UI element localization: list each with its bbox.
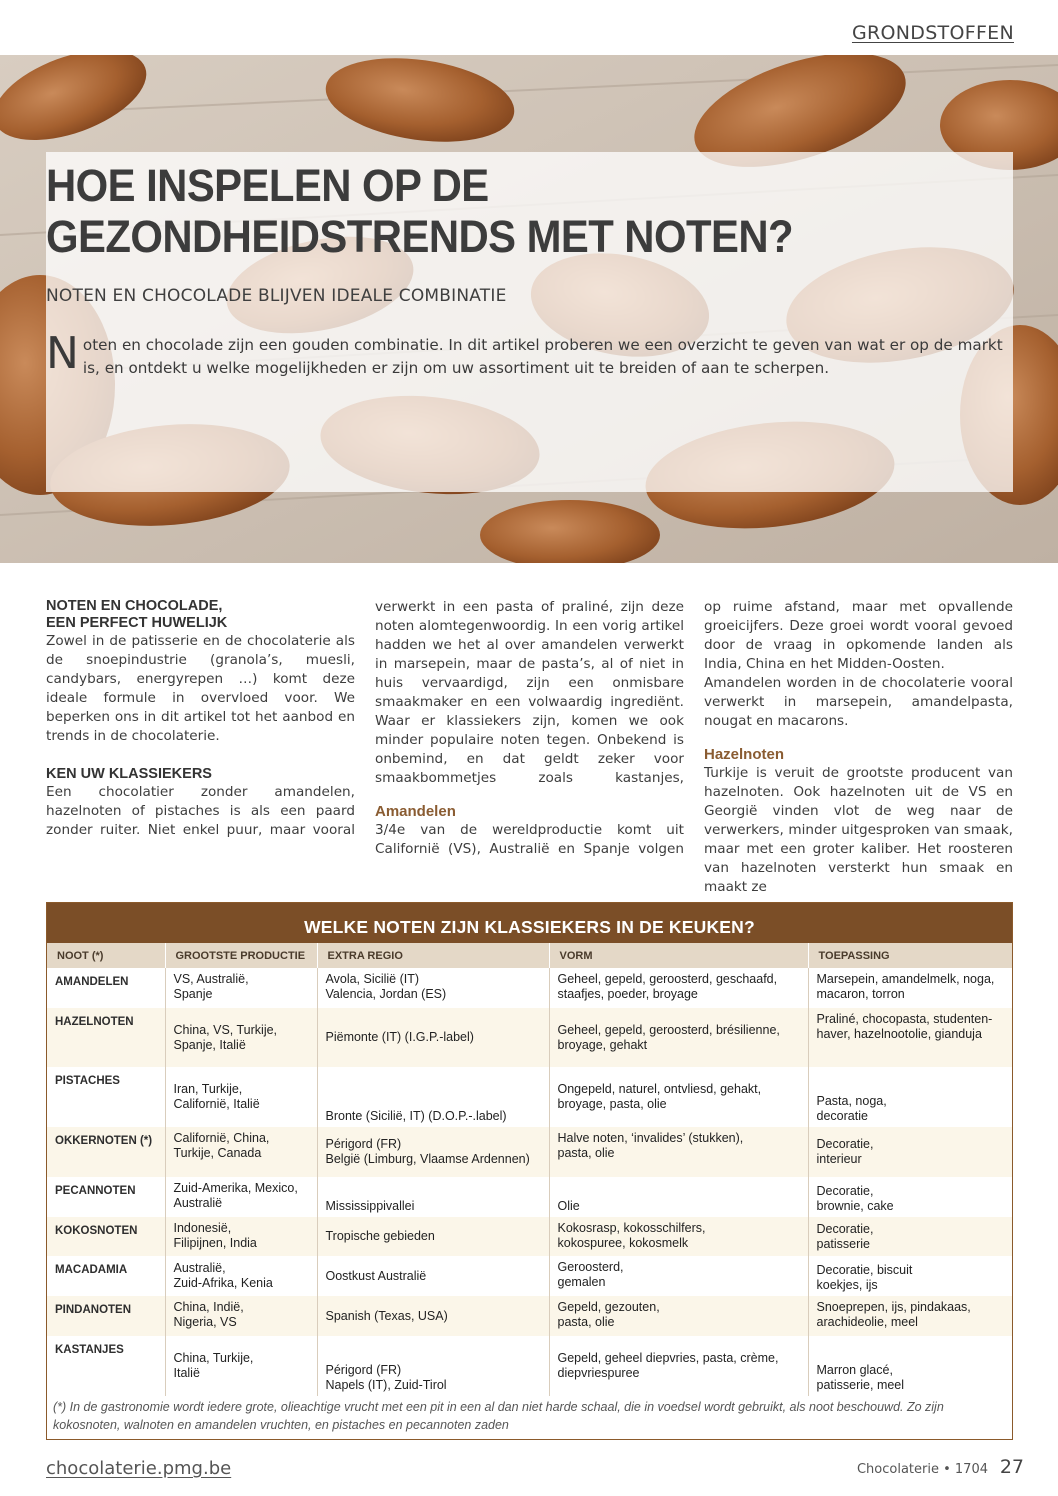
cell-noot: MACADAMIA xyxy=(47,1256,165,1296)
cell-productie: Zuid-Amerika, Mexico, Australië xyxy=(165,1177,317,1217)
table-title: WELKE NOTEN ZIJN KLASSIEKERS IN DE KEUKEN? xyxy=(47,903,1012,943)
table-row xyxy=(47,1127,1013,1177)
table-row xyxy=(47,1067,1013,1127)
cell-productie: Australië, Zuid-Afrika, Kenia xyxy=(165,1256,317,1296)
cell-toepassing: Decoratie, patisserie xyxy=(808,1217,1013,1256)
cell-vorm: Kokosrasp, kokosschilfers, kokospuree, kokosmelk xyxy=(549,1217,808,1256)
cell-regio: Bronte (Sicilië, IT) (D.O.P.-.label) xyxy=(317,1067,549,1127)
paragraph-amandelen-continued xyxy=(704,598,1013,674)
table-row xyxy=(47,1177,1013,1217)
paragraph-klassiekers-part1 xyxy=(46,783,355,841)
paragraph-amandelen-text: 3/4e van de wereldproductie komt uit Californië (VS), Australië en Spanje volgen xyxy=(375,822,684,857)
cell-vorm: Ongepeld, naturel, ontvliesd, gehakt, broyage, pasta, olie xyxy=(549,1067,808,1127)
nuts-table-box xyxy=(46,902,1013,1440)
cell-toepassing: Decoratie, biscuit koekjes, ijs xyxy=(808,1256,1013,1296)
table-row xyxy=(47,1256,1013,1296)
intro-paragraph xyxy=(46,328,1008,380)
table-row xyxy=(47,1296,1013,1336)
article-column-1 xyxy=(46,598,355,841)
paragraph-klassiekers-continued xyxy=(375,598,684,788)
page-number: 27 xyxy=(999,1456,1024,1478)
paragraph-amandelen-part1 xyxy=(375,821,684,859)
paragraph-amandelen-flow-text: op ruime afstand, maar met opvallende groeicijfers. Deze groei wordt vooral gevoed door de vraag in opkomende landen als India, China en het Midden-Oosten. xyxy=(704,599,1013,672)
cell-noot: PISTACHES xyxy=(47,1067,165,1127)
cell-regio: Piëmonte (IT) (I.G.P.-label) xyxy=(317,1008,549,1067)
paragraph-amandelen-flow xyxy=(704,598,1013,674)
table-header-row xyxy=(47,943,1013,968)
cell-productie: Californië, China, Turkije, Canada xyxy=(165,1127,317,1177)
cell-noot: PINDANOTEN xyxy=(47,1296,165,1336)
paragraph-hazelnoten: Turkije is veruit de grootste producent van hazelnoten. Ook hazelnoten uit de VS en Georgië vinden vlot de weg naar de verwerkers, minder uitgesproken van smaak, maar met een groter kaliber. Het roosteren van hazelnoten versterkt hun smaak en maakt ze xyxy=(704,765,1013,895)
drop-cap: N xyxy=(46,328,79,379)
heading-hazelnoten: Hazelnoten xyxy=(704,746,785,763)
cell-regio: Tropische gebieden xyxy=(317,1217,549,1256)
title-line-2: GEZONDHEIDSTRENDS MET NOTEN? xyxy=(46,211,794,262)
table-row xyxy=(47,1008,1013,1067)
cell-regio: Avola, Sicilië (IT) Valencia, Jordan (ES) xyxy=(317,968,549,1008)
cell-productie: China, Indië, Nigeria, VS xyxy=(165,1296,317,1336)
cell-regio: Mississippivallei xyxy=(317,1177,549,1217)
cell-productie: Iran, Turkije, Californië, Italië xyxy=(165,1067,317,1127)
cell-toepassing: Snoeprepen, ijs, pindakaas, arachideolie, meel xyxy=(808,1296,1013,1336)
table-row xyxy=(47,1217,1013,1256)
col-header-regio: EXTRA REGIO xyxy=(317,943,549,968)
cell-noot: OKKERNOTEN (*) xyxy=(47,1127,165,1177)
footer-url-link[interactable]: chocolaterie.pmg.be xyxy=(46,1458,232,1479)
cell-noot: KASTANJES xyxy=(47,1336,165,1396)
cell-noot: PECANNOTEN xyxy=(47,1177,165,1217)
page-subtitle: NOTEN EN CHOCOLADE BLIJVEN IDEALE COMBINATIE xyxy=(46,286,507,306)
heading-huwelijk xyxy=(46,598,355,632)
paragraph-huwelijk: Zowel in de patisserie en de chocolaterie als de snoepindustrie (granola’s, muesli, candybars, energyrepen …) komt deze ideale formule in overvloed voor. We beperken ons in dit artikel tot het aanbod en trends in de chocolaterie. xyxy=(46,633,355,744)
cell-toepassing: Marron glacé, patisserie, meel xyxy=(808,1336,1013,1396)
cell-toepassing: Praliné, chocopasta, studenten- haver, hazelnootolie, gianduja xyxy=(808,1008,1013,1067)
cell-regio: Périgord (FR) Napels (IT), Zuid-Tirol xyxy=(317,1336,549,1396)
hero-image xyxy=(0,55,1058,563)
cell-vorm: Halve noten, ‘invalides’ (stukken), pasta, olie xyxy=(549,1127,808,1177)
col-header-noot: NOOT (*) xyxy=(47,943,165,968)
cell-toepassing: Decoratie, interieur xyxy=(808,1127,1013,1177)
paragraph-klassiekers-text: Een chocolatier zonder amandelen, hazelnoten of pistaches is als een paard zonder ruiter. Niet enkel puur, maar vooral xyxy=(46,784,355,838)
intro-text: oten en chocolade zijn een gouden combinatie. In dit artikel proberen we een overzicht te geven van wat er op de markt is, en ontdekt u welke mogelijkheden er zijn om uw assortiment uit te breiden of aan te scherpen. xyxy=(82,336,1003,377)
cell-noot: AMANDELEN xyxy=(47,968,165,1008)
cell-vorm: Gepeld, gezouten, pasta, olie xyxy=(549,1296,808,1336)
cell-vorm: Gepeld, geheel diepvries, pasta, crème, diepvriespuree xyxy=(549,1336,808,1396)
page-title xyxy=(46,160,939,262)
footer-magazine: Chocolaterie • 1704 xyxy=(856,1462,988,1477)
table-row xyxy=(47,968,1013,1008)
title-line-1: HOE INSPELEN OP DE xyxy=(46,160,489,211)
cell-toepassing: Pasta, noga, decoratie xyxy=(808,1067,1013,1127)
cell-productie: China, Turkije, Italië xyxy=(165,1336,317,1396)
cell-noot: KOKOSNOTEN xyxy=(47,1217,165,1256)
heading-huwelijk-line2: EEN PERFECT HUWELIJK xyxy=(46,615,228,631)
heading-klassiekers: KEN UW KLASSIEKERS xyxy=(46,766,212,782)
cell-toepassing: Marsepein, amandelmelk, noga, macaron, torron xyxy=(808,968,1013,1008)
cell-regio: Périgord (FR) België (Limburg, Vlaamse Ardennen) xyxy=(317,1127,549,1177)
heading-huwelijk-line1: NOTEN EN CHOCOLADE, xyxy=(46,598,223,614)
cell-regio: Spanish (Texas, USA) xyxy=(317,1296,549,1336)
col-header-productie: GROOTSTE PRODUCTIE xyxy=(165,943,317,968)
paragraph-amandelen-2: Amandelen worden in de chocolaterie vooral verwerkt in marsepein, amandelpasta, nougat en macarons. xyxy=(704,675,1013,729)
cell-toepassing: Decoratie, brownie, cake xyxy=(808,1177,1013,1217)
paragraph-klassiekers-flow xyxy=(375,598,684,788)
cell-productie: Indonesië, Filipijnen, India xyxy=(165,1217,317,1256)
col-header-vorm: VORM xyxy=(549,943,808,968)
table-footnote: (*) In de gastronomie wordt iedere grote, olieachtige vrucht met een pit in een al dan niet harde schaal, die in voedsel wordt gebruikt, als noot beschouwd. Zo zijn kokosnoten, walnoten en amandelen vruchten, en pistaches en pecannoten zaden xyxy=(53,1400,944,1432)
cell-productie: VS, Australië, Spanje xyxy=(165,968,317,1008)
section-label: GRONDSTOFFEN xyxy=(851,22,1014,44)
cell-productie: China, VS, Turkije, Spanje, Italië xyxy=(165,1008,317,1067)
cell-vorm: Olie xyxy=(549,1177,808,1217)
col-header-toepassing: TOEPASSING xyxy=(808,943,1013,968)
cell-vorm: Geheel, gepeld, geroosterd, geschaafd, staafjes, poeder, broyage xyxy=(549,968,808,1008)
cell-noot: HAZELNOTEN xyxy=(47,1008,165,1067)
paragraph-klassiekers-flow-text: verwerkt in een pasta of praliné, zijn deze noten alomtegenwoordig. In een vorig artikel hadden we het al over amandelen verwerkt in marsepein, maar de pasta’s, al of niet in huis vervaardigd, zijn een onmisbare smaakmaker en een volwaardig ingrediënt. Waar er klassiekers zijn, komen we ook minder populaire noten tegen. Onbekend is onbemind, en dat geldt zeker voor smaakbommetjes zoals kastanjes, xyxy=(375,599,684,786)
article-column-3 xyxy=(704,598,1013,897)
table-row xyxy=(47,1336,1013,1396)
heading-amandelen: Amandelen xyxy=(375,803,456,820)
cell-vorm: Geroosterd, gemalen xyxy=(549,1256,808,1296)
cell-vorm: Geheel, gepeld, geroosterd, brésilienne, broyage, gehakt xyxy=(549,1008,808,1067)
cell-regio: Oostkust Australië xyxy=(317,1256,549,1296)
nuts-table xyxy=(47,943,1013,1396)
article-column-2 xyxy=(375,598,684,859)
